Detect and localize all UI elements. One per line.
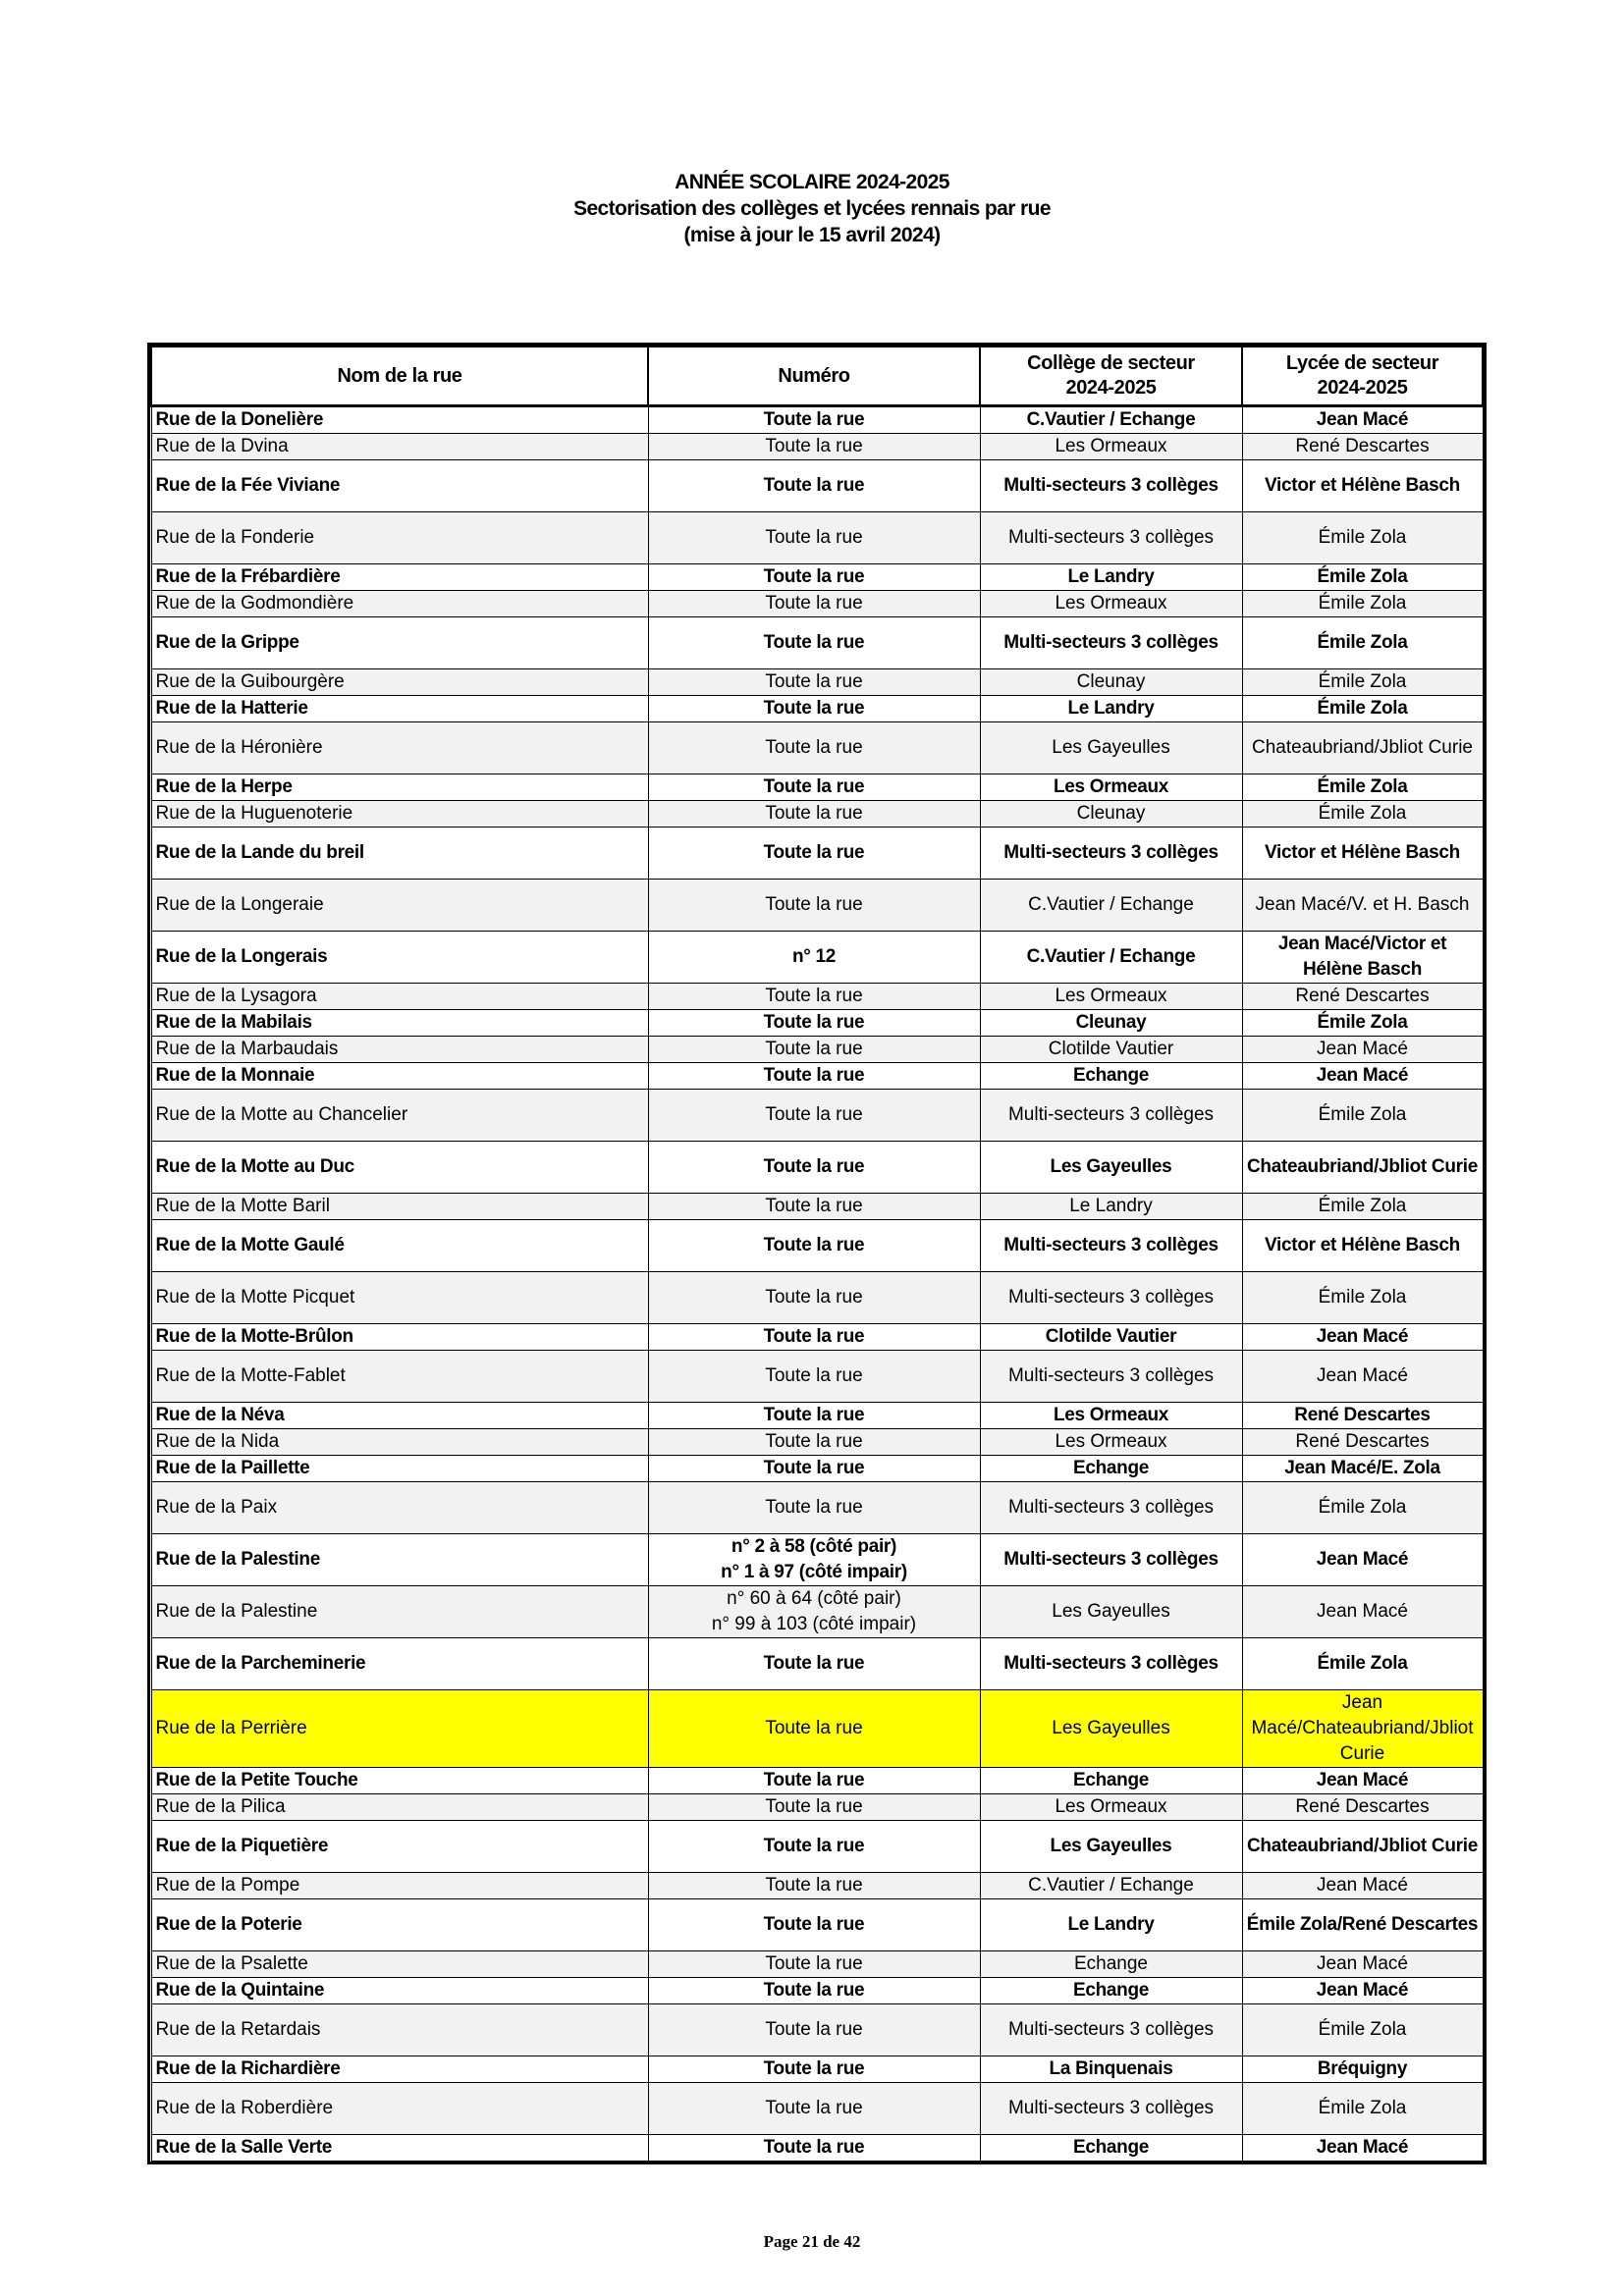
college-cell: Cleunay <box>980 669 1242 696</box>
street-cell: Rue de la Fée Viviane <box>151 460 648 512</box>
number-cell: Toute la rue <box>648 460 980 512</box>
college-cell: Multi-secteurs 3 collèges <box>980 2083 1242 2135</box>
street-cell: Rue de la Palestine <box>151 1586 648 1638</box>
table-row <box>151 406 1483 434</box>
lycee-cell: Jean Macé/V. et H. Basch <box>1242 880 1483 932</box>
number-cell: Toute la rue <box>648 774 980 801</box>
lycee-cell: Émile Zola <box>1242 617 1483 669</box>
college-cell: C.Vautier / Echange <box>980 1873 1242 1899</box>
table-row <box>151 617 1483 669</box>
number-cell: Toute la rue <box>648 564 980 591</box>
lycee-cell: Émile Zola <box>1242 1090 1483 1142</box>
street-cell: Rue de la Motte au Duc <box>151 1142 648 1194</box>
college-cell: Multi-secteurs 3 collèges <box>980 460 1242 512</box>
college-cell: Les Ormeaux <box>980 984 1242 1010</box>
lycee-cell: Émile Zola <box>1242 1010 1483 1037</box>
school-year-title: ANNÉE SCOLAIRE 2024-2025 <box>675 171 949 193</box>
lycee-cell: Chateaubriand/Jbliot Curie <box>1242 722 1483 774</box>
number-cell: Toute la rue <box>648 1429 980 1456</box>
table-row <box>151 1638 1483 1690</box>
lycee-cell: Jean Macé <box>1242 2135 1483 2162</box>
lycee-cell: Chateaubriand/Jbliot Curie <box>1242 1821 1483 1873</box>
street-cell: Rue de la Paillette <box>151 1456 648 1482</box>
street-cell: Rue de la Retardais <box>151 2004 648 2056</box>
number-cell: Toute la rue <box>648 984 980 1010</box>
college-cell: Les Ormeaux <box>980 1429 1242 1456</box>
number-cell: Toute la rue <box>648 696 980 722</box>
column-header-college: Collège de secteur 2024-2025 <box>980 347 1242 406</box>
table-row <box>151 1351 1483 1403</box>
table-row <box>151 801 1483 828</box>
lycee-cell: René Descartes <box>1242 1794 1483 1821</box>
college-cell: Clotilde Vautier <box>980 1037 1242 1063</box>
college-cell: Multi-secteurs 3 collèges <box>980 2004 1242 2056</box>
college-cell: Multi-secteurs 3 collèges <box>980 1351 1242 1403</box>
college-cell: Les Ormeaux <box>980 591 1242 617</box>
college-cell: Multi-secteurs 3 collèges <box>980 1272 1242 1324</box>
college-cell: La Binquenais <box>980 2056 1242 2083</box>
lycee-cell: Émile Zola <box>1242 669 1483 696</box>
number-cell: n° 60 à 64 (côté pair) n° 99 à 103 (côté impair) <box>648 1586 980 1638</box>
table-row <box>151 564 1483 591</box>
number-cell: Toute la rue <box>648 1482 980 1534</box>
lycee-cell: Jean Macé <box>1242 1586 1483 1638</box>
number-cell: Toute la rue <box>648 1794 980 1821</box>
college-cell: Multi-secteurs 3 collèges <box>980 1090 1242 1142</box>
table-row <box>151 1821 1483 1873</box>
table-row <box>151 2135 1483 2162</box>
college-cell: Multi-secteurs 3 collèges <box>980 512 1242 564</box>
number-cell: Toute la rue <box>648 1010 980 1037</box>
lycee-cell: Émile Zola <box>1242 2004 1483 2056</box>
street-cell: Rue de la Godmondière <box>151 591 648 617</box>
street-cell: Rue de la Psalette <box>151 1951 648 1978</box>
lycee-cell: Victor et Hélène Basch <box>1242 828 1483 880</box>
street-cell: Rue de la Petite Touche <box>151 1768 648 1794</box>
number-cell: Toute la rue <box>648 1873 980 1899</box>
lycee-cell: Émile Zola <box>1242 1194 1483 1220</box>
number-cell: Toute la rue <box>648 1037 980 1063</box>
table-row <box>151 1586 1483 1638</box>
lycee-cell: Émile Zola <box>1242 2083 1483 2135</box>
street-cell: Rue de la Mabilais <box>151 1010 648 1037</box>
lycee-cell: Émile Zola/René Descartes <box>1242 1899 1483 1951</box>
table-row <box>151 1220 1483 1272</box>
table-row <box>151 669 1483 696</box>
table-row <box>151 1768 1483 1794</box>
table-row <box>151 932 1483 984</box>
number-cell: Toute la rue <box>648 1978 980 2004</box>
street-cell: Rue de la Palestine <box>151 1534 648 1586</box>
lycee-cell: Émile Zola <box>1242 801 1483 828</box>
number-cell: Toute la rue <box>648 1456 980 1482</box>
number-cell: Toute la rue <box>648 1324 980 1351</box>
street-cell: Rue de la Paix <box>151 1482 648 1534</box>
street-cell: Rue de la Motte-Brûlon <box>151 1324 648 1351</box>
number-cell: Toute la rue <box>648 2083 980 2135</box>
lycee-cell: René Descartes <box>1242 984 1483 1010</box>
street-cell: Rue de la Roberdière <box>151 2083 648 2135</box>
lycee-cell: Émile Zola <box>1242 696 1483 722</box>
table-row <box>151 1456 1483 1482</box>
lycee-cell: Jean Macé <box>1242 1951 1483 1978</box>
document-subtitle: Sectorisation des collèges et lycées rennais par rue <box>573 197 1051 220</box>
street-cell: Rue de la Motte au Chancelier <box>151 1090 648 1142</box>
table-row <box>151 591 1483 617</box>
college-cell: Le Landry <box>980 1194 1242 1220</box>
table-row <box>151 1873 1483 1899</box>
lycee-cell: Victor et Hélène Basch <box>1242 1220 1483 1272</box>
number-cell: Toute la rue <box>648 1638 980 1690</box>
number-cell: Toute la rue <box>648 1690 980 1768</box>
college-cell: Clotilde Vautier <box>980 1324 1242 1351</box>
lycee-cell: Émile Zola <box>1242 1482 1483 1534</box>
table-row <box>151 1534 1483 1586</box>
sectorisation-table <box>150 346 1484 2162</box>
lycee-cell: Jean Macé <box>1242 1063 1483 1090</box>
college-cell: Les Gayeulles <box>980 1821 1242 1873</box>
number-cell: Toute la rue <box>648 1899 980 1951</box>
table-row <box>151 1429 1483 1456</box>
table-row <box>151 1063 1483 1090</box>
lycee-cell: René Descartes <box>1242 1429 1483 1456</box>
table-row <box>151 1899 1483 1951</box>
table-row <box>151 1794 1483 1821</box>
table-row <box>151 774 1483 801</box>
college-cell: Echange <box>980 1978 1242 2004</box>
street-cell: Rue de la Dvina <box>151 434 648 460</box>
lycee-cell: Jean Macé/Chateaubriand/Jbliot Curie <box>1242 1690 1483 1768</box>
college-cell: Le Landry <box>980 696 1242 722</box>
table-row <box>151 460 1483 512</box>
street-cell: Rue de la Motte-Fablet <box>151 1351 648 1403</box>
lycee-cell: René Descartes <box>1242 434 1483 460</box>
table-row <box>151 880 1483 932</box>
number-cell: Toute la rue <box>648 406 980 434</box>
street-cell: Rue de la Guibourgère <box>151 669 648 696</box>
college-cell: C.Vautier / Echange <box>980 880 1242 932</box>
number-cell: Toute la rue <box>648 722 980 774</box>
street-cell: Rue de la Quintaine <box>151 1978 648 2004</box>
number-cell: Toute la rue <box>648 1194 980 1220</box>
page-number: Page 21 de 42 <box>763 2232 861 2251</box>
lycee-cell: Émile Zola <box>1242 1638 1483 1690</box>
number-cell: Toute la rue <box>648 1220 980 1272</box>
table-row <box>151 722 1483 774</box>
street-cell: Rue de la Héronière <box>151 722 648 774</box>
college-cell: Multi-secteurs 3 collèges <box>980 1482 1242 1534</box>
street-cell: Rue de la Lysagora <box>151 984 648 1010</box>
number-cell: Toute la rue <box>648 1272 980 1324</box>
street-cell: Rue de la Lande du breil <box>151 828 648 880</box>
street-cell: Rue de la Marbaudais <box>151 1037 648 1063</box>
college-cell: Les Gayeulles <box>980 1690 1242 1768</box>
column-header-lycee: Lycée de secteur 2024-2025 <box>1242 347 1483 406</box>
number-cell: Toute la rue <box>648 1090 980 1142</box>
number-cell: Toute la rue <box>648 2056 980 2083</box>
table-row <box>151 1194 1483 1220</box>
college-cell: Les Gayeulles <box>980 722 1242 774</box>
college-cell: Les Ormeaux <box>980 774 1242 801</box>
table-row <box>151 1037 1483 1063</box>
street-cell: Rue de la Nida <box>151 1429 648 1456</box>
college-cell: Les Gayeulles <box>980 1586 1242 1638</box>
college-cell: Multi-secteurs 3 collèges <box>980 1220 1242 1272</box>
number-cell: Toute la rue <box>648 2004 980 2056</box>
table-row <box>151 2056 1483 2083</box>
lycee-cell: Jean Macé <box>1242 1873 1483 1899</box>
street-cell: Rue de la Huguenoterie <box>151 801 648 828</box>
table-row <box>151 1978 1483 2004</box>
number-cell: Toute la rue <box>648 1063 980 1090</box>
table-row <box>151 1482 1483 1534</box>
document-title-block <box>0 169 1624 248</box>
sectorisation-table-frame <box>147 343 1487 2164</box>
number-cell: Toute la rue <box>648 669 980 696</box>
table-row <box>151 1272 1483 1324</box>
lycee-cell: Émile Zola <box>1242 591 1483 617</box>
street-cell: Rue de la Motte Gaulé <box>151 1220 648 1272</box>
street-cell: Rue de la Monnaie <box>151 1063 648 1090</box>
number-cell: Toute la rue <box>648 828 980 880</box>
number-cell: Toute la rue <box>648 880 980 932</box>
number-cell: n° 2 à 58 (côté pair) n° 1 à 97 (côté impair) <box>648 1534 980 1586</box>
college-cell: Echange <box>980 1063 1242 1090</box>
number-cell: Toute la rue <box>648 1768 980 1794</box>
college-cell: Echange <box>980 2135 1242 2162</box>
street-cell: Rue de la Richardière <box>151 2056 648 2083</box>
college-cell: Le Landry <box>980 564 1242 591</box>
college-cell: Les Ormeaux <box>980 434 1242 460</box>
college-cell: Echange <box>980 1456 1242 1482</box>
college-cell: Cleunay <box>980 801 1242 828</box>
number-cell: Toute la rue <box>648 1821 980 1873</box>
number-cell: Toute la rue <box>648 434 980 460</box>
table-row <box>151 2083 1483 2135</box>
table-row <box>151 1142 1483 1194</box>
street-cell: Rue de la Piquetière <box>151 1821 648 1873</box>
college-cell: C.Vautier / Echange <box>980 932 1242 984</box>
lycee-cell: Émile Zola <box>1242 512 1483 564</box>
table-row <box>151 828 1483 880</box>
street-cell: Rue de la Poterie <box>151 1899 648 1951</box>
number-cell: Toute la rue <box>648 801 980 828</box>
lycee-cell: Jean Macé <box>1242 1037 1483 1063</box>
street-cell: Rue de la Frébardière <box>151 564 648 591</box>
college-cell: Le Landry <box>980 1899 1242 1951</box>
college-cell: Les Gayeulles <box>980 1142 1242 1194</box>
table-row <box>151 1690 1483 1768</box>
table-row <box>151 434 1483 460</box>
table-row <box>151 1010 1483 1037</box>
college-cell: Multi-secteurs 3 collèges <box>980 1638 1242 1690</box>
table-row <box>151 1090 1483 1142</box>
table-row <box>151 512 1483 564</box>
street-cell: Rue de la Motte Baril <box>151 1194 648 1220</box>
lycee-cell: Émile Zola <box>1242 1272 1483 1324</box>
lycee-cell: Jean Macé/E. Zola <box>1242 1456 1483 1482</box>
lycee-cell: Jean Macé/Victor et Hélène Basch <box>1242 932 1483 984</box>
street-cell: Rue de la Pilica <box>151 1794 648 1821</box>
lycee-cell: Jean Macé <box>1242 406 1483 434</box>
lycee-cell: Émile Zola <box>1242 564 1483 591</box>
street-cell: Rue de la Salle Verte <box>151 2135 648 2162</box>
street-cell: Rue de la Grippe <box>151 617 648 669</box>
table-row <box>151 1951 1483 1978</box>
college-cell: Les Ormeaux <box>980 1403 1242 1429</box>
college-cell: Multi-secteurs 3 collèges <box>980 1534 1242 1586</box>
college-cell: Multi-secteurs 3 collèges <box>980 617 1242 669</box>
street-cell: Rue de la Longeraie <box>151 880 648 932</box>
number-cell: Toute la rue <box>648 1142 980 1194</box>
number-cell: Toute la rue <box>648 1351 980 1403</box>
number-cell: Toute la rue <box>648 1951 980 1978</box>
lycee-cell: Émile Zola <box>1242 774 1483 801</box>
number-cell: n° 12 <box>648 932 980 984</box>
street-cell: Rue de la Fonderie <box>151 512 648 564</box>
number-cell: Toute la rue <box>648 2135 980 2162</box>
street-cell: Rue de la Longerais <box>151 932 648 984</box>
table-row <box>151 984 1483 1010</box>
lycee-cell: Jean Macé <box>1242 1534 1483 1586</box>
lycee-cell: Jean Macé <box>1242 1768 1483 1794</box>
lycee-cell: Victor et Hélène Basch <box>1242 460 1483 512</box>
number-cell: Toute la rue <box>648 617 980 669</box>
number-cell: Toute la rue <box>648 591 980 617</box>
college-cell: Echange <box>980 1768 1242 1794</box>
street-cell: Rue de la Motte Picquet <box>151 1272 648 1324</box>
table-row <box>151 1324 1483 1351</box>
number-cell: Toute la rue <box>648 1403 980 1429</box>
table-header-row <box>151 347 1483 406</box>
lycee-cell: Jean Macé <box>1242 1351 1483 1403</box>
lycee-cell: Chateaubriand/Jbliot Curie <box>1242 1142 1483 1194</box>
lycee-cell: Jean Macé <box>1242 1324 1483 1351</box>
college-cell: Echange <box>980 1951 1242 1978</box>
lycee-cell: Bréquigny <box>1242 2056 1483 2083</box>
college-cell: Les Ormeaux <box>980 1794 1242 1821</box>
column-header-number: Numéro <box>648 347 980 406</box>
college-cell: Cleunay <box>980 1010 1242 1037</box>
college-cell: C.Vautier / Echange <box>980 406 1242 434</box>
table-row <box>151 1403 1483 1429</box>
table-body <box>151 406 1483 2162</box>
street-cell: Rue de la Néva <box>151 1403 648 1429</box>
street-cell: Rue de la Perrière <box>151 1690 648 1768</box>
street-cell: Rue de la Herpe <box>151 774 648 801</box>
street-cell: Rue de la Hatterie <box>151 696 648 722</box>
street-cell: Rue de la Pompe <box>151 1873 648 1899</box>
lycee-cell: René Descartes <box>1242 1403 1483 1429</box>
college-cell: Multi-secteurs 3 collèges <box>980 828 1242 880</box>
table-row <box>151 696 1483 722</box>
table-row <box>151 2004 1483 2056</box>
number-cell: Toute la rue <box>648 512 980 564</box>
lycee-cell: Jean Macé <box>1242 1978 1483 2004</box>
street-cell: Rue de la Donelière <box>151 406 648 434</box>
column-header-street: Nom de la rue <box>151 347 648 406</box>
street-cell: Rue de la Parcheminerie <box>151 1638 648 1690</box>
update-date: (mise à jour le 15 avril 2024) <box>683 224 941 246</box>
